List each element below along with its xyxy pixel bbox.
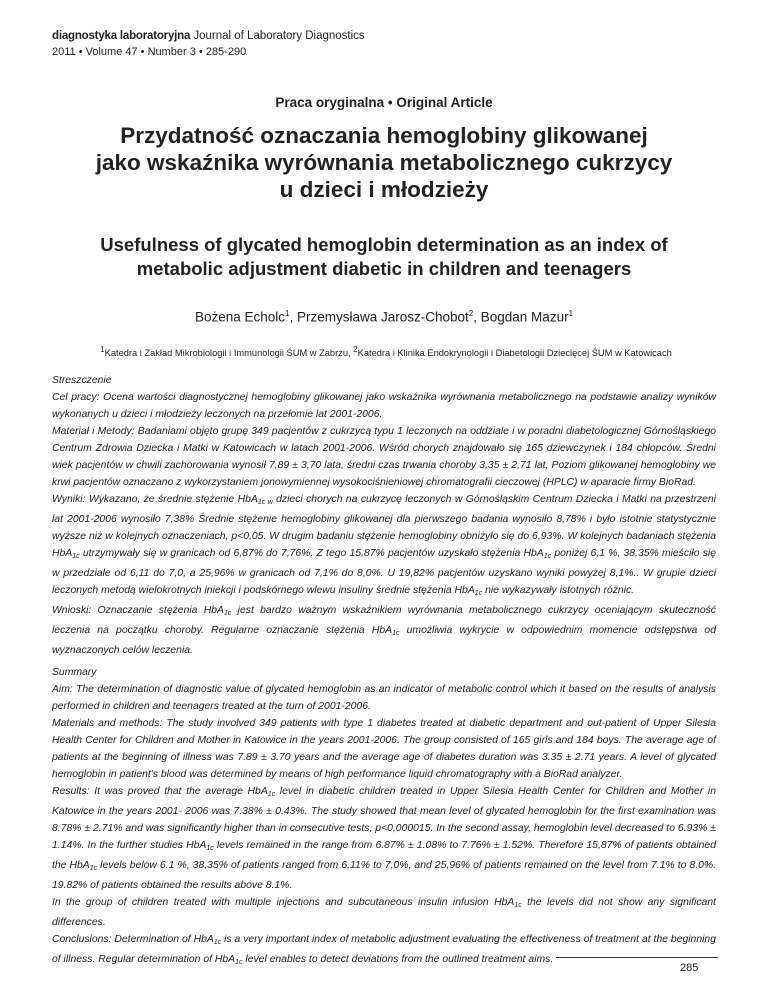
volume-line: 2011 • Volume 47 • Number 3 • 285-290 [52,46,247,58]
text-run: is a very important index of metabolic adjustment evaluating the effectiveness of treatment at the beginning of illness. Regular determination of HbA [52,934,716,965]
subscript: 1c [235,959,243,966]
subscript: 1c [474,590,483,597]
text-run: jest bardzo ważnym wskaźnikiem wyrównania metabolicznego cukrzycy oceniającym skuteczność leczenia na początku choroby. Regularne oznaczanie stężenia HbA [52,605,716,636]
author-separator: , [473,309,481,325]
text-run: levels below 6.1 %, 38,35% of patients ranged from 6,11% to 7,0%, and 25,96% of patients remained on the level from 7.1% to 8.0%. 19.82% of patients obtained the results above 8.1%. [52,860,716,891]
journal-name: diagnostyka laboratoryjna [52,30,191,42]
subscript: 1c [543,553,552,560]
abstract-group [52,894,716,931]
text-run: level enables to detect deviations from the outlined treatment aims. [242,954,554,965]
abstract-polish [52,372,716,659]
subscript: 1c [223,610,232,617]
abstract-conclusions [52,602,716,659]
text-run: Wyniki: Wykazano, że średnie stężenie HbA [52,494,258,505]
abstract-heading: Streszczenie [52,375,112,386]
affiliation-mark: 2 [353,345,358,354]
title-english-line: Usefulness of glycated hemoglobin determination as an index of [100,234,668,255]
subscript: 1c [72,553,80,560]
subscript: 1c [514,902,522,909]
author-affiliation-mark: 1 [285,309,290,318]
author-affiliation-mark: 2 [468,309,474,318]
affiliation-text: Katedra i Zakład Mikrobiologii i Immunologii ŚUM w Zabrzu, [104,348,354,359]
subscript: 1c [89,865,98,872]
subscript: 1c [392,630,400,637]
footer-rule [556,957,718,958]
text-run: levels remained in the range from 6.87% ± 1.08% to 7.76% ± 1.52%. Therefore 15,87% of patients obtained the HbA [52,840,716,871]
author-name: Przemysława Jarosz-Chobot [296,309,469,325]
title-polish-line: u dzieci i młodzieży [279,177,489,202]
author-name: Bogdan Mazur [480,309,569,325]
text-run: utrzymywały się w granicach od 6,87% do 7,76%. Z tego 15,87% pacjentów uzyskało stężenia HbA [79,548,544,559]
text-run: Conclusions: Determination of HbA [52,934,214,945]
author-list [0,309,768,325]
journal-header [52,28,365,44]
abstract-aim: Cel pracy: Ocena wartości diagnostycznej hemoglobiny glikowanej jako wskaźnika wyrównania metabolicznego na podstawie analizy wyników wykonanych u dzieci i młodzieży leczonych na przełomie lat 2001-2006. [52,392,716,420]
title-polish [60,122,708,203]
abstract-methods: Materiał i Metody: Badaniami objęto grupę 349 pacjentów z cukrzycą typu 1 leczonych na oddziale i w poradni diabetologicznej Górnośląskiego Centrum Zdrowia Dziecka i Matki w Katowicach w latach 2001-2006. Wśród chorych znajdowało się 165 dziewczynek i 184 chłopców. Średni wiek pacjentów w chwili zachorowania wynosił 7,89 ± 3,70 lata, średni czas trwania choroby 3,35 ± 2,71 lat, Poziom glikowanej hemoglobiny we krwi pacjentów oznaczano z wykorzystaniem jonowymiennej wysokociśnieniowej chromatografii cieczowej (HPLC) w aparacie firmy BioRad. [52,426,716,488]
text-run: In the group of children treated with multiple injections and subcutaneous insulin infusion HbA [52,897,515,908]
author-name: Bożena Echolc [194,309,286,325]
affiliation-mark: 1 [100,345,105,354]
abstract-heading: Summary [52,667,97,678]
page-number: 285 [680,962,699,974]
text-run: Results: It was proved that the average HbA [52,786,268,797]
text-run: Wnioski: Oznaczanie stężenia HbA [52,605,224,616]
subscript: 1c [206,845,214,852]
affiliation-text: Katedra i Klinika Endokrynologii i Diabetologii Dziecięcej ŚUM w Katowicach [357,348,672,359]
title-english-line: metabolic adjustment diabetic in children and teenagers [136,258,632,279]
text-run: umożliwia wykrycie w odpowiednim momencie odstępstwa od wyznaczonych celów leczenia. [52,625,716,656]
abstract-results [52,783,716,894]
subscript: 1c w [257,499,273,506]
text-run: the levels did not show any significant differences. [52,897,716,928]
text-run: poniżej 6,1 %, 38,35% mieściło się w przedziale od 6,11 do 7,0, a 25,96% w granicach od 7,1% do 8,0%. U 19,82% pacjentów uzyskano wyniki powyżej 8,1%.. W grupie dzieci leczonych metodą wielokrotnych iniekcji i podskórnego wlewu insuliny średnie stężenia HbA [52,548,716,596]
title-polish-line: jako wskaźnika wyrównania metabolicznego cukrzycy [95,150,673,175]
article-type: Praca oryginalna • Original Article [275,95,493,110]
author-affiliation-mark: 1 [568,309,574,318]
abstract-aim: Aim: The determination of diagnostic value of glycated hemoglobin as an indicator of metabolic control which it based on the results of analysis performed in children and teenagers treated at the turn of 2001-2006. [52,684,716,712]
journal-subtitle: Journal of Laboratory Diagnostics [193,30,365,42]
affiliations [36,345,736,358]
text-run: level in diabetic children treated in Upper Silesia Health Center for Children and Mother in Katowice in the years 2001- 2006 was 7.38% ± 0.43%. The study showed that mean level of glycated hemoglobin for the first examination was 8.78% ± 2.71% and was significantly higher than in consecutive tests, p<0,000015. In the second assay, hemoglobin level decreased to 6.93% ± 1.14%. In the further studies HbA [52,786,716,851]
abstract-results [52,491,716,602]
title-english [50,233,718,281]
text-run: dzieci chorych na cukrzycę leczonych w Górnośląskim Centrum Dziecka i Matki na przestrzeni lat 2001-2006 wynosiło 7,38% Średnie stężenie hemoglobiny glikowanej dla pierwszego badania wynosiło 8,78% i było istotnie statystycznie wyższe niż w kolejnych oznaczeniach, p<0,05. W drugim badaniu stężenie hemoglobiny obniżyło się do 6,93%. W kolejnych badaniach stężenia HbA [52,494,716,559]
abstract-english [52,664,716,971]
abstract-conclusions [52,931,716,971]
subscript: 1c [267,791,276,798]
title-polish-line: Przydatność oznaczania hemoglobiny glikowanej [120,123,648,148]
subscript: 1c [213,939,222,946]
abstract-methods: Materials and methods: The study involved 349 patients with type 1 diabetes treated at diabetic department and out-patient of Upper Silesia Health Center for Children and Mother in Katowice in the years 2001-2006. The group consisted of 165 girls and 184 boys. The average age of patients at the beginning of illness was 7.89 ± 3.70 years and the average age of diabetes duration was 3.35 ± 2.71 years. A level of glycated hemoglobin in patient's blood was determined by means of high performance liquid chromatography with a BioRad analyzer. [52,718,716,780]
author-separator: , [289,309,297,325]
text-run: nie wykazywały istotnych różnic. [482,585,635,596]
